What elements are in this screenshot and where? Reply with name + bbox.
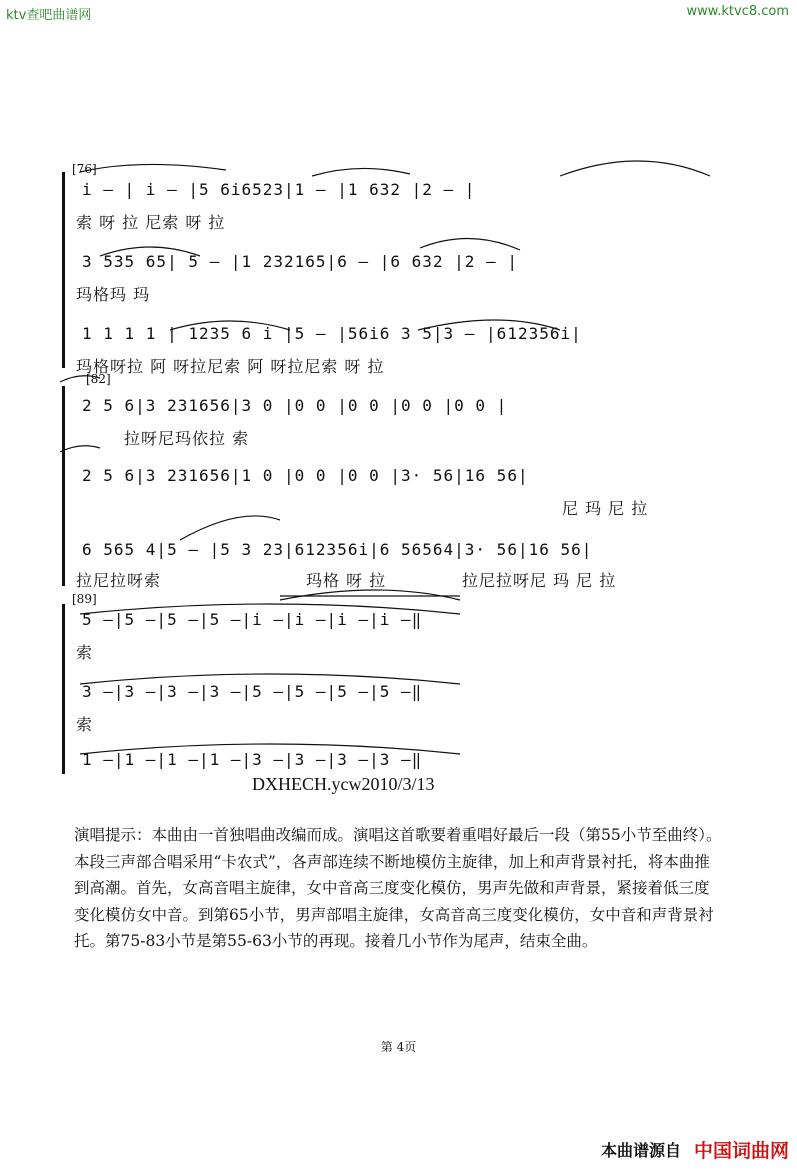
s1-part1-lyrics: 索 呀 拉 尼索 呀 拉 [76, 213, 226, 232]
s3-part1-lyrics: 索 [76, 643, 94, 662]
s3-part3-notes: 1 –|1 –|1 –|1 –|3 –|3 –|3 –|3 –‖ [82, 750, 423, 769]
s1-part3-lyrics: 玛格呀拉 阿 呀拉尼索 阿 呀拉尼索 呀 拉 [76, 357, 385, 376]
s1-part1-notes: i – | i – |5 6i6523|1 – |1 632 |2 – | [82, 180, 476, 199]
system-1-brace [62, 172, 65, 368]
performance-tips: 演唱提示：本曲由一首独唱曲改编而成。演唱这首歌要着重唱好最后一段（第55小节至曲终）。本段三声部合唱采用“卡农式”，各声部连续不断地模仿主旋律，加上和声背景衬托，将本曲推到高潮。首先，女高音唱主旋律，女中音高三度变化模仿，男声先做和声背景，紧接着低三度变化模仿女中音。到第65小节，男声部唱主旋律，女高音高三度变化模仿，女中音和声背景衬托。第75-83小节是第55-63小节的再现。接着几小节作为尾声，结束全曲。 [74, 826, 722, 950]
s2-part2-notes: 2 5 6|3 231656|1 0 |0 0 |0 0 |3· 56|16 56| [82, 466, 529, 485]
s2-part3-lyrics-b: 玛格 呀 拉 [306, 571, 387, 590]
s2-part1-notes: 2 5 6|3 231656|3 0 |0 0 |0 0 |0 0 |0 0 | [82, 396, 508, 415]
site-url-right[interactable]: www.ktvc8.com [686, 4, 789, 19]
arranger-signature: DXHECH.ycw2010/3/13 [252, 774, 435, 794]
s3-part1-notes: 5 –|5 –|5 –|5 –|i –|i –|i –|i –‖ [82, 610, 423, 629]
s2-part3-notes: 6 565 4|5 – |5 3 23|612356i|6 56564|3· 56|16 56| [82, 540, 593, 559]
s3-part2-lyrics: 索 [76, 715, 94, 734]
system-2-brace [62, 386, 65, 586]
measure-number-89: [89] [72, 592, 97, 606]
s2-part3-lyrics-c: 拉尼拉呀尼 玛 尼 拉 [462, 571, 617, 590]
s3-part2-notes: 3 –|3 –|3 –|3 –|5 –|5 –|5 –|5 –‖ [82, 682, 423, 701]
s2-part2-lyrics: 尼 玛 尼 拉 [562, 499, 649, 518]
source-label: 本曲谱源自 [600, 1141, 681, 1160]
s2-part3-lyrics-a: 拉尼拉呀索 [76, 571, 162, 590]
s1-part2-lyrics: 玛格玛 玛 [76, 285, 151, 304]
measure-number-76: [76] [72, 162, 97, 176]
page-number: 第 4页 [380, 1040, 417, 1054]
s1-part2-notes: 3 535 65| 5 – |1 232165|6 – |6 632 |2 – | [82, 252, 518, 271]
s1-part3-notes: 1 1 1 1 | 1235 6 i |5 – |56i6 3 5|3 – |612356i| [82, 324, 582, 343]
brand-logo[interactable]: 中国词曲网 [693, 1140, 789, 1162]
s2-part1-lyrics: 拉呀尼玛依拉 索 [124, 429, 250, 448]
system-3-brace [62, 604, 65, 774]
measure-number-82: [82] [86, 372, 111, 386]
site-logo-left[interactable]: ktv查吧曲谱网 [6, 8, 92, 23]
